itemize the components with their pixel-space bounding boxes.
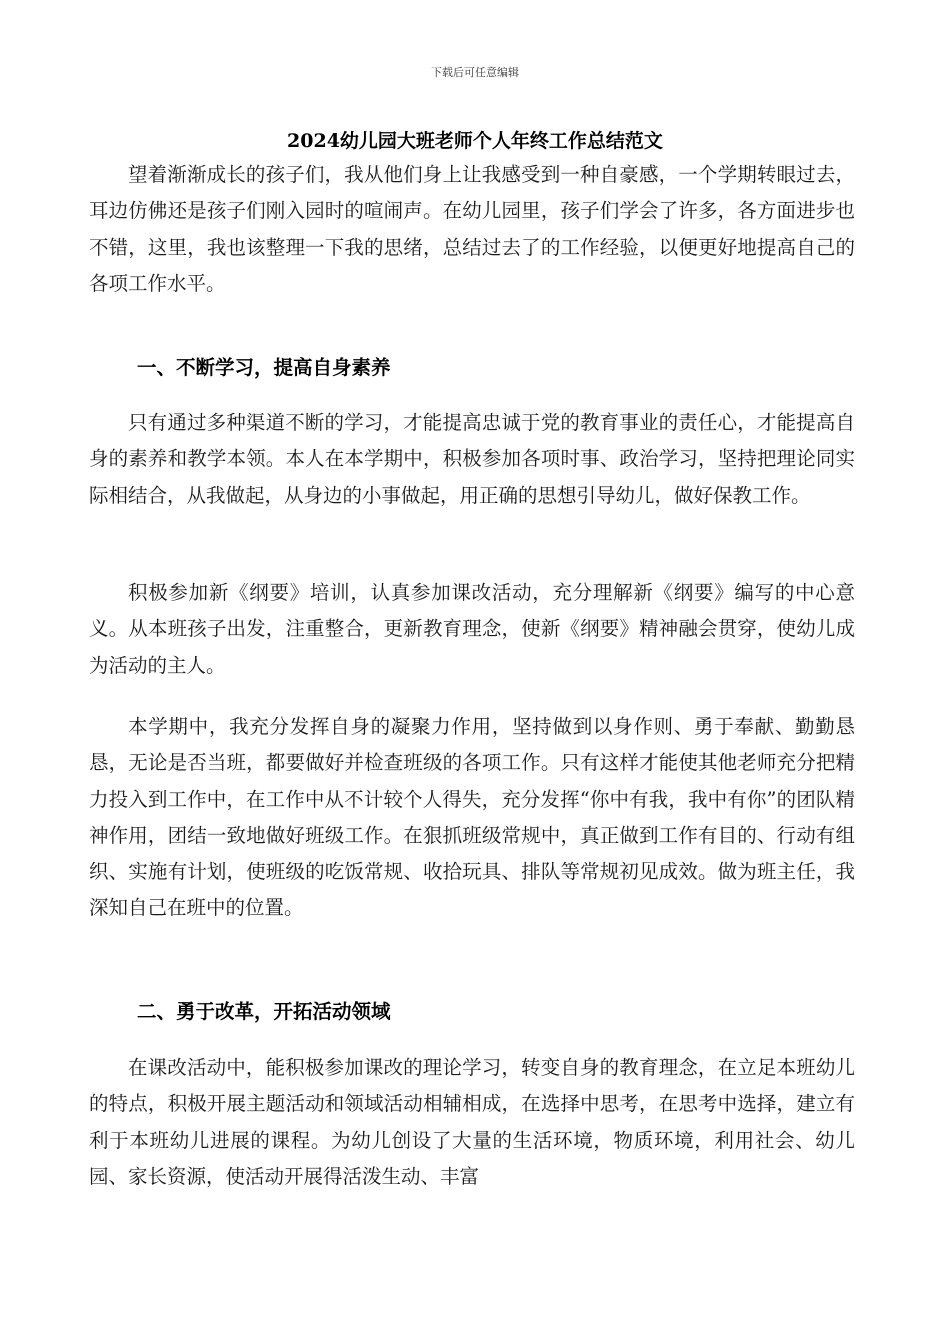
section-heading-2: 二、勇于改革，开拓活动领域	[137, 1000, 391, 1023]
document-title: 2024幼儿园大班老师个人年终工作总结范文	[287, 130, 663, 152]
paragraph-class-management: 本学期中，我充分发挥自身的凝聚力作用，坚持做到以身作则、勇于奉献、勤勤恳恳，无论是否当班，都要做好并检查班级的各项工作。只有这样才能使其他老师充分把精力投入到工作中，在工作中从不计较个人得失，充分发挥“你中有我，我中有你”的团队精神作用，团结一致地做好班级工作。在狠抓班级常规中，真正做到工作有目的、行动有组织、实施有计划，使班级的吃饭常规、收拾玩具、排队等常规初见成效。做为班主任，我深知自己在班中的位置。	[89, 715, 855, 920]
page-header: 下载后可任意编辑	[431, 66, 519, 79]
paragraph-reform: 在课改活动中，能积极参加课改的理论学习，转变自身的教育理念，在立足本班幼儿的特点，积极开展主题活动和领域活动相辅相成，在选择中思考，在思考中选择，建立有利于本班幼儿进展的课程。为幼儿创设了大量的生活环境，物质环境，利用社会、幼儿园、家长资源，使活动开展得活泼生动、丰富	[89, 1056, 855, 1188]
paragraph-training: 积极参加新《纲要》培训，认真参加课改活动，充分理解新《纲要》编写的中心意义。从本班孩子出发，注重整合，更新教育理念，使新《纲要》精神融会贯穿，使幼儿成为活动的主人。	[89, 581, 855, 677]
paragraph-study: 只有通过多种渠道不断的学习，才能提高忠诚于党的教育事业的责任心，才能提高自身的素养和教学本领。本人在本学期中，积极参加各项时事、政治学习，坚持把理论同实际相结合，从我做起，从身边的小事做起，用正确的思想引导幼儿，做好保教工作。	[89, 411, 855, 507]
paragraph-intro: 望着渐渐成长的孩子们，我从他们身上让我感受到一种自豪感，一个学期转眼过去，耳边仿佛还是孩子们刚入园时的喧闹声。在幼儿园里，孩子们学会了许多，各方面进步也不错，这里，我也该整理一下我的思绪，总结过去了的工作经验，以便更好地提高自己的各项工作水平。	[89, 163, 855, 295]
section-heading-1: 一、不断学习，提高自身素养	[137, 356, 391, 379]
